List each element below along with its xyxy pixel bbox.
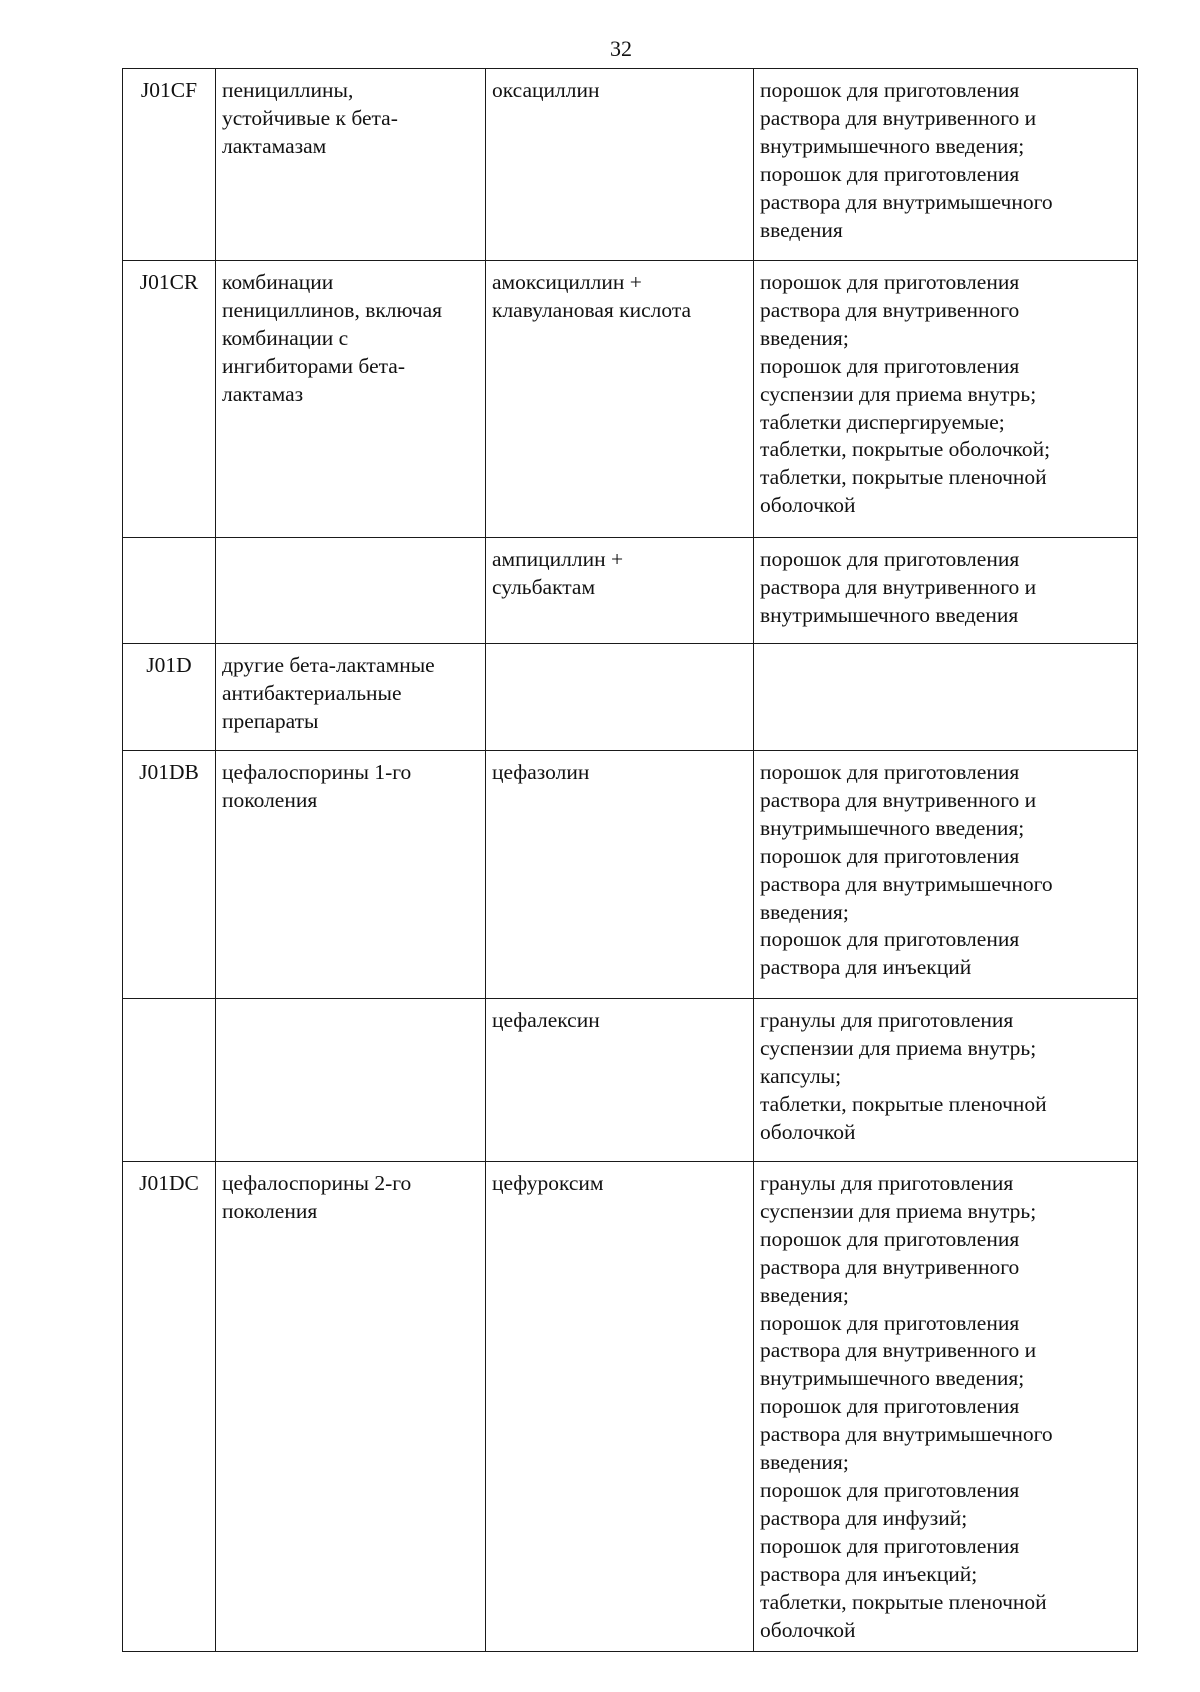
atc-code-cell: J01CR [123,261,216,538]
table-row [123,1162,1138,1652]
dosage-forms-cell: гранулы для приготовления суспензии для приема внутрь; капсулы; таблетки, покрытые пленочной оболочкой [754,999,1138,1162]
atc-code-cell [123,999,216,1162]
substance-cell: амоксициллин + клавулановая кислота [486,261,754,538]
dosage-forms-cell: порошок для приготовления раствора для внутривенного и внутримышечного введения; порошок для приготовления раствора для внутримышечного введения [754,69,1138,261]
dosage-forms-cell: порошок для приготовления раствора для внутривенного и внутримышечного введения; порошок для приготовления раствора для внутримышечного введения; порошок для приготовления раствора для инъекций [754,751,1138,999]
table-row [123,644,1138,751]
atc-code-cell [123,538,216,644]
substance-cell [486,644,754,751]
table-row [123,69,1138,261]
group-name-cell [216,999,486,1162]
atc-code-cell: J01DC [123,1162,216,1652]
substance-cell: цефалексин [486,999,754,1162]
substance-cell: ампициллин + сульбактам [486,538,754,644]
substance-cell: цефазолин [486,751,754,999]
dosage-forms-cell [754,644,1138,751]
group-name-cell [216,538,486,644]
group-name-cell: цефалоспорины 1-го поколения [216,751,486,999]
dosage-forms-cell: порошок для приготовления раствора для внутривенного введения; порошок для приготовления суспензии для приема внутрь; таблетки диспергируемые; таблетки, покрытые оболочкой; таблетки, покрытые пленочной оболочкой [754,261,1138,538]
drug-table [122,68,1138,1652]
atc-code-cell: J01DB [123,751,216,999]
substance-cell: оксациллин [486,69,754,261]
group-name-cell: другие бета-лактамные антибактериальные препараты [216,644,486,751]
group-name-cell: комбинации пенициллинов, включая комбинации с ингибиторами бета- лактамаз [216,261,486,538]
substance-cell: цефуроксим [486,1162,754,1652]
atc-code-cell: J01CF [123,69,216,261]
page-number: 32 [610,36,632,61]
group-name-cell: цефалоспорины 2-го поколения [216,1162,486,1652]
group-name-cell: пенициллины, устойчивые к бета- лактамазам [216,69,486,261]
dosage-forms-cell: порошок для приготовления раствора для внутривенного и внутримышечного введения [754,538,1138,644]
atc-code-cell: J01D [123,644,216,751]
table-row [123,538,1138,644]
table-row [123,999,1138,1162]
table-row [123,751,1138,999]
table-row [123,261,1138,538]
dosage-forms-cell: гранулы для приготовления суспензии для приема внутрь; порошок для приготовления раствора для внутривенного введения; порошок для приготовления раствора для внутривенного и внутримышечного введения; порошок для приготовления раствора для внутримышечного введения; порошок для приготовления раствора для инфузий; порошок для приготовления раствора для инъекций; таблетки, покрытые пленочной оболочкой [754,1162,1138,1652]
